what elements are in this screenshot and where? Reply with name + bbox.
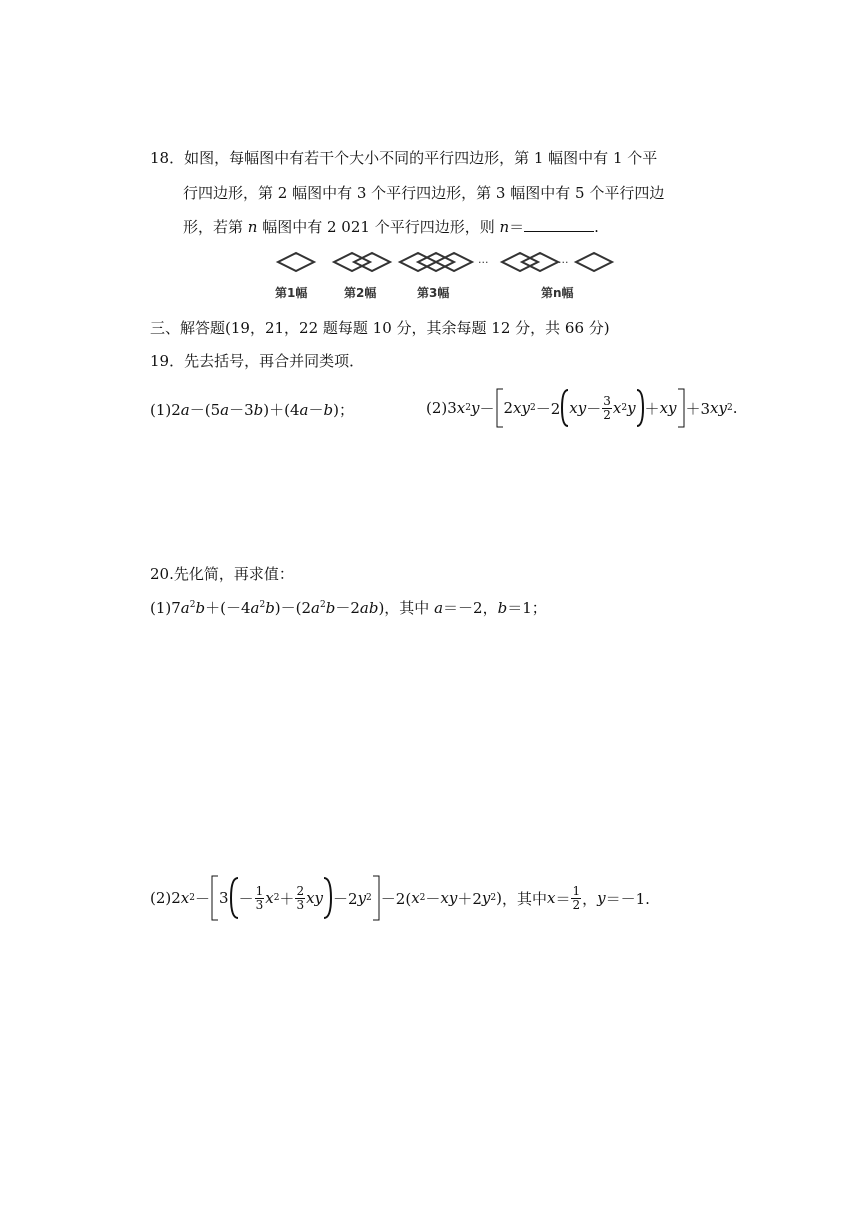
q20-part1-cond: ，其中 xyxy=(384,599,435,617)
q19-part1-label: (1) xyxy=(150,401,172,419)
section-3-heading: 三、解答题(19，21，22 题每题 10 分，其余每题 12 分，共 66 分) xyxy=(150,319,610,337)
q18-line1: 18．如图，每幅图中有若干个大小不同的平行四边形，第 1 幅图中有 1 个平 xyxy=(150,149,658,167)
q18-line3 xyxy=(183,216,599,237)
figure-label-n: 第n幅 xyxy=(541,286,574,300)
parallelogram-figure xyxy=(270,250,620,274)
q20-part1: $(1)7a^2b+(-4a^2b)-(2a^2b-2ab)$，其中 a＝－2，b＝1； xyxy=(150,599,547,617)
figure-ellipsis-1: ··· xyxy=(478,256,489,269)
figure-label-1: 第1幅 xyxy=(275,286,308,300)
q18-var-n: n xyxy=(247,218,258,236)
q18-line3-prefix: 形，若第 xyxy=(183,218,248,236)
answer-blank[interactable] xyxy=(524,219,594,232)
q20-part1-label: (1) xyxy=(150,599,172,617)
q18-period: . xyxy=(594,218,599,236)
q19-part2-label: (2) xyxy=(426,399,448,417)
q20-title: 20.先化简，再求值： xyxy=(150,565,294,583)
figure-label-3: 第3幅 xyxy=(417,286,450,300)
q18-eq: ＝ xyxy=(509,218,525,236)
figure-ellipsis-2: ··· xyxy=(558,256,569,269)
q18-line2: 行四边形，第 2 幅图中有 3 个平行四边形，第 3 幅图中有 5 个平行四边 xyxy=(183,184,665,202)
q19-title: 19．先去括号，再合并同类项． xyxy=(150,352,365,370)
q18-var-n2: n xyxy=(499,218,510,236)
q19-part2: (2) 3 x 2 y － 2 xy 2 －2 xy － $\frac{3}{2}$ x 2 y ＋ xy ＋3 xy 2 . xyxy=(426,385,738,431)
q18-line3-mid: 幅图中有 2 021 个平行四边形，则 xyxy=(257,218,500,236)
q20-part2-cond: ，其中 xyxy=(501,889,547,908)
q19-part1: (1)2a－(5a－3b)＋(4a－b)； xyxy=(150,401,354,419)
figure-label-2: 第2幅 xyxy=(344,286,377,300)
q20-part2: (2) 2 x 2 － 3 － $\frac{1}{3}$ x 2 ＋ $\frac{2}{3}$ xy －2 y 2 －2( x 2 － xy ＋2 y 2 ) ，其中 x ＝ $\frac{1}{2}$ ， y ＝－1. xyxy=(150,862,650,934)
q20-part2-label: (2) xyxy=(150,889,172,907)
